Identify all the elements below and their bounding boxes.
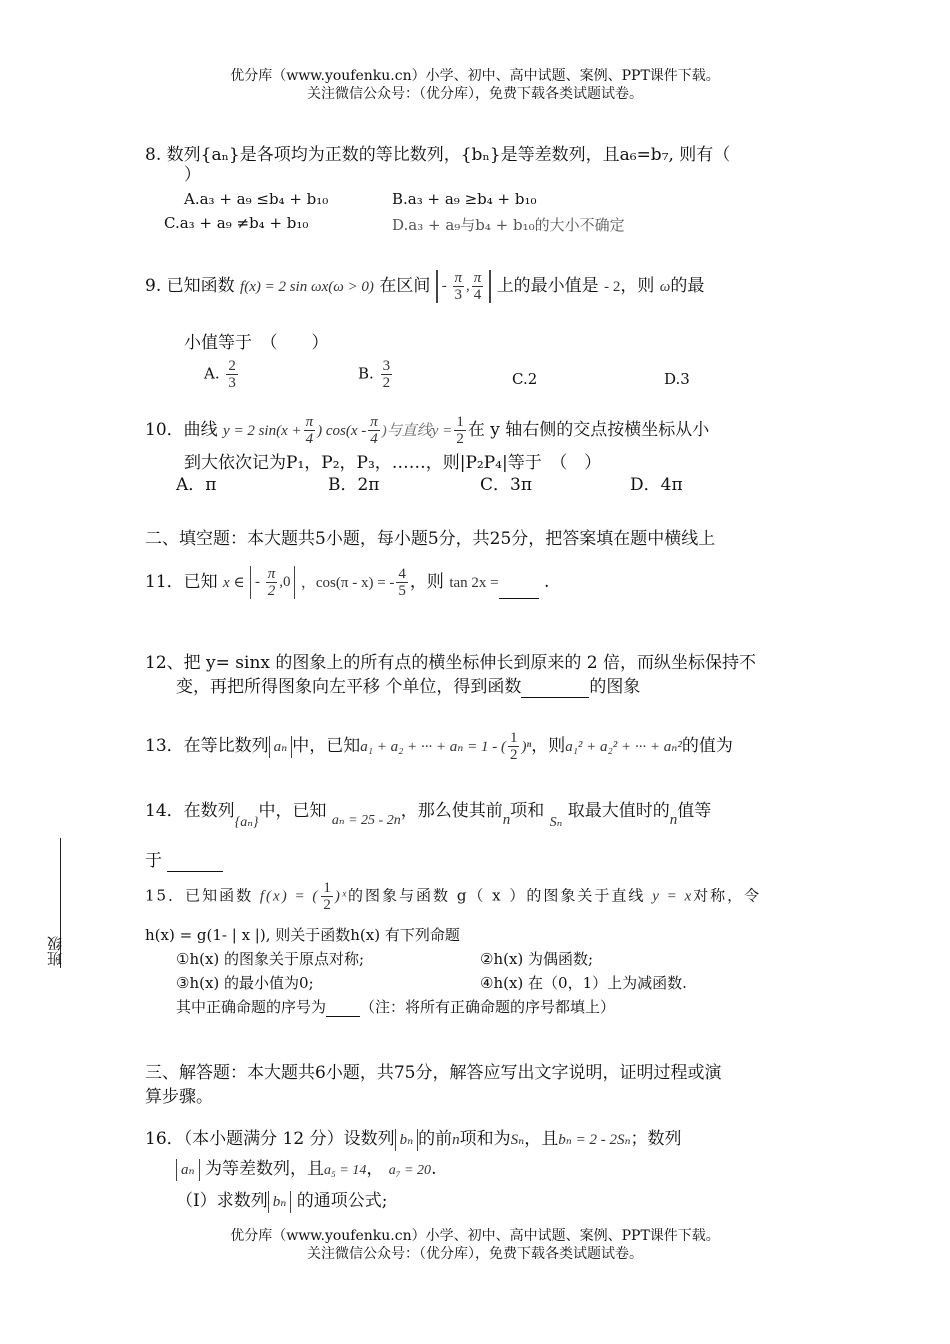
q15-tail: 对称，令	[693, 886, 762, 905]
q11-answer-blank[interactable]	[499, 582, 539, 599]
q11-den: 5	[398, 583, 406, 599]
q13-then: ，则	[531, 736, 566, 756]
q9-tail2: 的最	[670, 276, 705, 296]
q14-n2: n	[669, 812, 678, 828]
q12-line-2	[176, 676, 640, 698]
header-line-1: 优分库（www.youfenku.cn）小学、初中、高中试题、案例、PPT课件下载。	[230, 68, 720, 84]
q9-frac1-num: π	[454, 270, 463, 286]
q10-four-1: 4	[305, 431, 314, 447]
q9-interval-sign: -	[441, 277, 447, 294]
q11-prefix: 11．已知	[145, 572, 218, 592]
q9-line-2: 小值等于 （ ）	[184, 333, 329, 353]
margin-class-label: 班级	[46, 936, 64, 966]
q10-curve-1: y = 2 sin(x +	[223, 423, 302, 439]
q11-two: 2	[267, 583, 276, 599]
q14-tail4: 值等	[677, 801, 712, 821]
q12-line-2a: 变，再把所得图象向左平移 个单位，得到函数	[176, 677, 522, 697]
q9-interval: - $\frac{\pi}{3}$ , $\frac{\pi}{4}$	[436, 270, 492, 303]
q14-s: Sₙ	[549, 815, 563, 830]
section-3-line-1: 三、解答题：本大题共6小题，共75分，解答应写出文字说明，证明过程或演	[145, 1063, 722, 1083]
q13-den: 2	[509, 747, 518, 763]
q16-a7: a₇ = 20	[388, 1163, 432, 1178]
q14-line-2	[145, 850, 223, 872]
q9-minval: - 2	[604, 279, 621, 295]
q16-formula: bₙ = 2 - 2Sₙ	[558, 1132, 631, 1148]
q9-a-den: 3	[228, 375, 236, 391]
q9-mid: 在区间	[379, 276, 431, 296]
q9-option-b	[358, 358, 394, 391]
q12-answer-blank[interactable]	[521, 681, 589, 698]
q14-n: n	[502, 812, 511, 828]
q11-line	[145, 566, 549, 599]
q8-option-c: C.a₃ + a₉ ≠b₄ + b₁₀	[164, 214, 309, 232]
q13-exp: )ⁿ	[521, 739, 532, 755]
q14-line-1	[145, 800, 712, 830]
q14-seq: {aₙ}	[234, 815, 259, 830]
q14-tail3: 取最大值时的	[567, 801, 670, 821]
q14-line-2-text: 于	[145, 851, 162, 871]
q9-b-den: 2	[382, 375, 391, 391]
footer-line-2: 关注微信公众号：（优分库），免费下载各类试题试卷。	[307, 1246, 643, 1262]
q11-interval	[250, 566, 296, 599]
q9-b-num: 3	[382, 358, 391, 374]
q10-prefix: 10．曲线	[145, 420, 218, 440]
q9-omega: ω	[659, 279, 671, 295]
q13-num: 1	[509, 730, 518, 746]
q16-dot: .	[431, 1159, 437, 1179]
q11-num: 4	[398, 566, 406, 582]
q13-tail: 的值为	[681, 736, 733, 756]
q15-line-1	[145, 880, 761, 913]
q10-half-num: 1	[456, 414, 464, 430]
q10-pi-1: π	[305, 414, 314, 430]
q8-option-d: D.a₃ + a₉与b₄ + b₁₀的大小不确定	[392, 216, 625, 234]
q15-line-eq: y = x	[652, 888, 694, 905]
q13-prefix: 13．在等比数列	[145, 736, 269, 756]
q15-exp: )ˣ	[334, 888, 349, 905]
q15-den: 2	[323, 897, 331, 913]
q16-a5: a₅ = 14	[324, 1163, 367, 1178]
q16-n: n	[452, 1132, 460, 1148]
q15-answer-blank[interactable]	[326, 1000, 360, 1017]
q10-option-b: B．2π	[328, 475, 380, 495]
header-line-2: 关注微信公众号：（优分库），免费下载各类试题试卷。	[307, 86, 643, 102]
q14-mid: 中，已知	[258, 801, 327, 821]
q11-cos: ，cos(π - x) = -	[300, 575, 395, 591]
q10-curve-2: ) cos(x -	[317, 423, 367, 439]
q13-mid: 中，已知	[292, 736, 361, 756]
q10-curve-3: )与直线y =	[381, 423, 453, 439]
q15-line-2: h(x) = g(1- | x |), 则关于函数h(x) 有下列命题	[145, 926, 460, 944]
q9-line-1	[145, 270, 704, 303]
q11-then: ，则	[409, 572, 444, 592]
q11-interval-sign: -	[254, 573, 260, 590]
q15-ask-line	[176, 996, 615, 1017]
q15-ask: 其中正确命题的序号为	[176, 998, 327, 1016]
q10-line-1	[145, 414, 709, 447]
q14-answer-blank[interactable]	[167, 855, 223, 872]
q10-tail: 在 y 轴右侧的交点按横坐标从小	[467, 420, 710, 440]
q13-seq: aₙ	[269, 736, 293, 758]
q15-prop-2: ②h(x) 为偶函数;	[480, 950, 594, 968]
q8-option-a: A.a₃ + a₉ ≤b₄ + b₁₀	[184, 190, 329, 208]
q9-frac2-den: 4	[473, 287, 482, 303]
q13-squares: a₁² + a₂² + ··· + aₙ²	[565, 739, 682, 755]
q11-cond: x ∈	[223, 575, 245, 591]
q9-a-label: A.	[204, 364, 220, 383]
q10-line-2: 到大依次记为P₁，P₂，P₃，……，则|P₂P₄|等于 （ ）	[184, 453, 602, 473]
q14-formula: aₙ = 25 - 2n	[331, 813, 401, 828]
q15-prop-4: ④h(x) 在（0，1）上为减函数.	[480, 974, 687, 992]
q16-mid2: 项和为	[459, 1129, 511, 1149]
q10-pi-2: π	[370, 414, 378, 430]
q15-note: （注：将所有正确命题的序号都填上）	[360, 998, 616, 1016]
q12-line-2b: 的图象	[589, 677, 641, 697]
q13-sum: a₁ + a₂ + ··· + aₙ = 1 - (	[360, 739, 506, 755]
q16-mid3: ，且	[524, 1129, 559, 1149]
q9-function: f(x) = 2 sin ωx(ω > 0)	[240, 279, 374, 295]
q15-prop-3: ③h(x) 的最小值为0;	[176, 974, 314, 992]
q15-prefix: 15．已知函数	[145, 886, 254, 905]
q13-line	[145, 730, 733, 763]
q9-option-d: D.3	[664, 370, 690, 388]
q10-four-2: 4	[370, 431, 378, 447]
section-3-line-2: 算步骤。	[145, 1087, 213, 1107]
q16-line-2	[176, 1158, 436, 1182]
q16-line-2-text: 为等差数列，且	[205, 1159, 324, 1179]
q16-s: Sₙ	[510, 1132, 525, 1148]
q9-option-c: C.2	[512, 370, 538, 388]
q16-b: bₙ	[395, 1129, 419, 1151]
q16-part1a: （I）求数列	[176, 1191, 268, 1211]
q11-tan: tan 2x =	[449, 575, 499, 591]
q16-part1b: 的通项公式;	[296, 1191, 388, 1211]
q14-prefix: 14．在数列	[145, 801, 235, 821]
q16-a: aₙ	[176, 1159, 200, 1181]
q11-zero: ,0	[279, 573, 291, 590]
q16-tail: ；数列	[630, 1129, 682, 1149]
q15-num: 1	[323, 880, 331, 896]
q15-f: f(x) = (	[259, 888, 320, 905]
q9-prefix: 9. 已知函数	[145, 276, 235, 296]
q9-frac1-den: 3	[454, 287, 462, 303]
q14-tail2: 项和	[510, 801, 545, 821]
q16-part-1	[176, 1190, 387, 1213]
q11-pi: π	[267, 566, 276, 582]
q9-option-a	[204, 358, 240, 391]
q8-close: ）	[184, 165, 201, 185]
q16-mid: 的前	[418, 1129, 453, 1149]
section-2-title: 二、填空题：本大题共5小题，每小题5分，共25分，把答案填在题中横线上	[145, 529, 716, 549]
q9-after: 上的最小值是	[496, 276, 599, 296]
q16-prefix: 16．（本小题满分 12 分）设数列	[145, 1129, 395, 1149]
q8-option-b: B.a₃ + a₉ ≥b₄ + b₁₀	[392, 190, 537, 208]
q9-b-label: B.	[358, 364, 374, 383]
q16-comma: ，	[366, 1159, 384, 1179]
footer-line-1: 优分库（www.youfenku.cn）小学、初中、高中试题、案例、PPT课件下载。	[230, 1228, 720, 1244]
q14-tail1: ，那么使其前	[400, 801, 503, 821]
q9-frac2-num: π	[473, 270, 482, 286]
q9-a-num: 2	[228, 358, 236, 374]
q12-line-1: 12、把 y= sinx 的图象上的所有点的横坐标伸长到原来的 2 倍，而纵坐标保持不	[145, 653, 757, 673]
q16-line-1	[145, 1128, 682, 1151]
q8-stem: 8. 数列{aₙ}是各项均为正数的等比数列，{bₙ}是等差数列，且a₆=b₇, 则有（	[145, 145, 731, 165]
q15-prop-1: ①h(x) 的图象关于原点对称;	[176, 950, 365, 968]
q15-mid: 的图象与函数 g（ x ）的图象关于直线	[348, 886, 646, 905]
q10-option-a: A．π	[176, 475, 217, 495]
q10-option-d: D．4π	[630, 475, 683, 495]
q9-tail1: ，则	[620, 276, 655, 296]
q10-option-c: C．3π	[480, 475, 532, 495]
q10-half-den: 2	[456, 431, 464, 447]
q11-end: .	[544, 572, 550, 592]
q16-b-2: bₙ	[268, 1191, 292, 1213]
